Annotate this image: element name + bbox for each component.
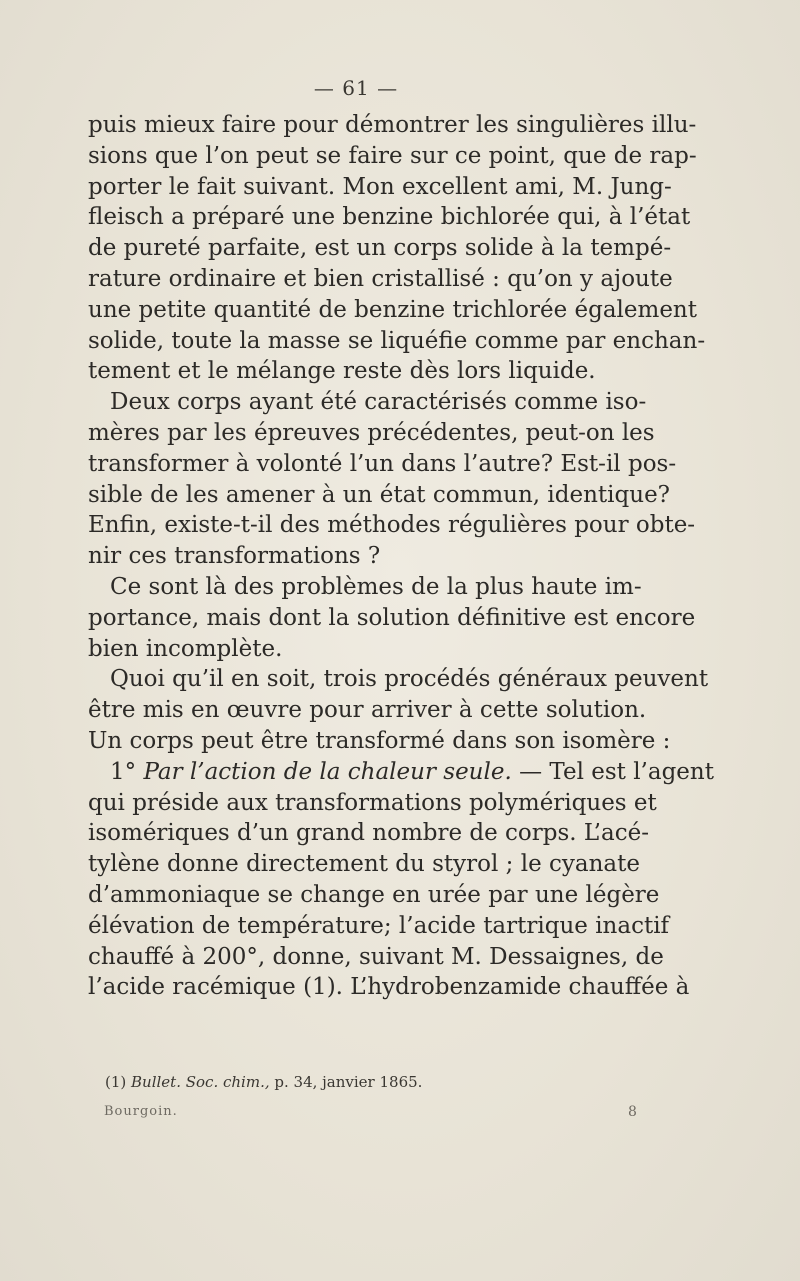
- item-text: — Tel est l’agent: [511, 758, 714, 785]
- text-line: Un corps peut être transformé dans son isomère :: [88, 727, 671, 754]
- footnote-number: (1): [105, 1073, 127, 1091]
- text-line: porter le fait suivant. Mon excellent ami, M. Jung-: [88, 173, 672, 200]
- text-line: être mis en œuvre pour arriver à cette solution.: [88, 697, 647, 724]
- text-line: Quoi qu’il en soit, trois procédés généraux peuvent: [110, 666, 709, 693]
- item-title: Par l’action de la chaleur seule.: [143, 758, 512, 785]
- text-line: tement et le mélange reste dès lors liquide.: [88, 358, 596, 385]
- text-line: transformer à volonté l’un dans l’autre? Est-il pos-: [88, 450, 677, 477]
- text-line: chauffé à 200°, donne, suivant M. Dessaignes, de: [88, 943, 664, 970]
- footnote: [105, 1073, 422, 1091]
- text-line: d’ammoniaque se change en urée par une légère: [88, 881, 660, 908]
- text-line: Ce sont là des problèmes de la plus haute im-: [110, 573, 642, 600]
- text-line: l’acide racémique (1). L’hydrobenzamide chauffée à: [88, 974, 690, 1001]
- text-line: Enfin, existe-t-il des méthodes régulières pour obte-: [88, 512, 696, 539]
- text-line: fleisch a préparé une benzine bichlorée qui, à l’état: [88, 204, 691, 231]
- sheet-number: 8: [628, 1104, 637, 1120]
- text-line: isomériques d’un grand nombre de corps. L’acé-: [88, 820, 649, 847]
- text-line: une petite quantité de benzine trichlorée également: [88, 296, 697, 323]
- text-line: élévation de température; l’acide tartrique inactif: [88, 912, 670, 939]
- text-line: puis mieux faire pour démontrer les singulières illu-: [88, 112, 697, 138]
- signature-mark: Bourgoin.: [104, 1104, 178, 1119]
- text-line: mères par les épreuves précédentes, peut-on les: [88, 419, 655, 446]
- page-number: — 61 —: [313, 76, 399, 100]
- text-line: solide, toute la masse se liquéfie comme par enchan-: [88, 327, 706, 354]
- footnote-journal: Bullet. Soc. chim.,: [131, 1073, 270, 1091]
- text-line: de pureté parfaite, est un corps solide à la tempé-: [88, 235, 672, 262]
- text-line: portance, mais dont la solution définitive est encore: [88, 604, 696, 631]
- text-line: qui préside aux transformations polymériques et: [88, 789, 657, 816]
- item-number: 1°: [110, 758, 137, 785]
- text-line: nir ces transformations ?: [88, 543, 381, 570]
- footnote-text: p. 34, janvier 1865.: [269, 1073, 423, 1091]
- text-line: Deux corps ayant été caractérisés comme iso-: [110, 389, 647, 416]
- text-line: sions que l’on peut se faire sur ce point, que de rap-: [88, 142, 697, 169]
- body-text: [88, 110, 714, 1003]
- text-line: sible de les amener à un état commun, identique?: [88, 481, 671, 508]
- text-line: bien incomplète.: [88, 635, 283, 662]
- numbered-item-line: [88, 757, 714, 788]
- text-line: tylène donne directement du styrol ; le cyanate: [88, 851, 640, 878]
- text-line: rature ordinaire et bien cristallisé : qu’on y ajoute: [88, 265, 673, 292]
